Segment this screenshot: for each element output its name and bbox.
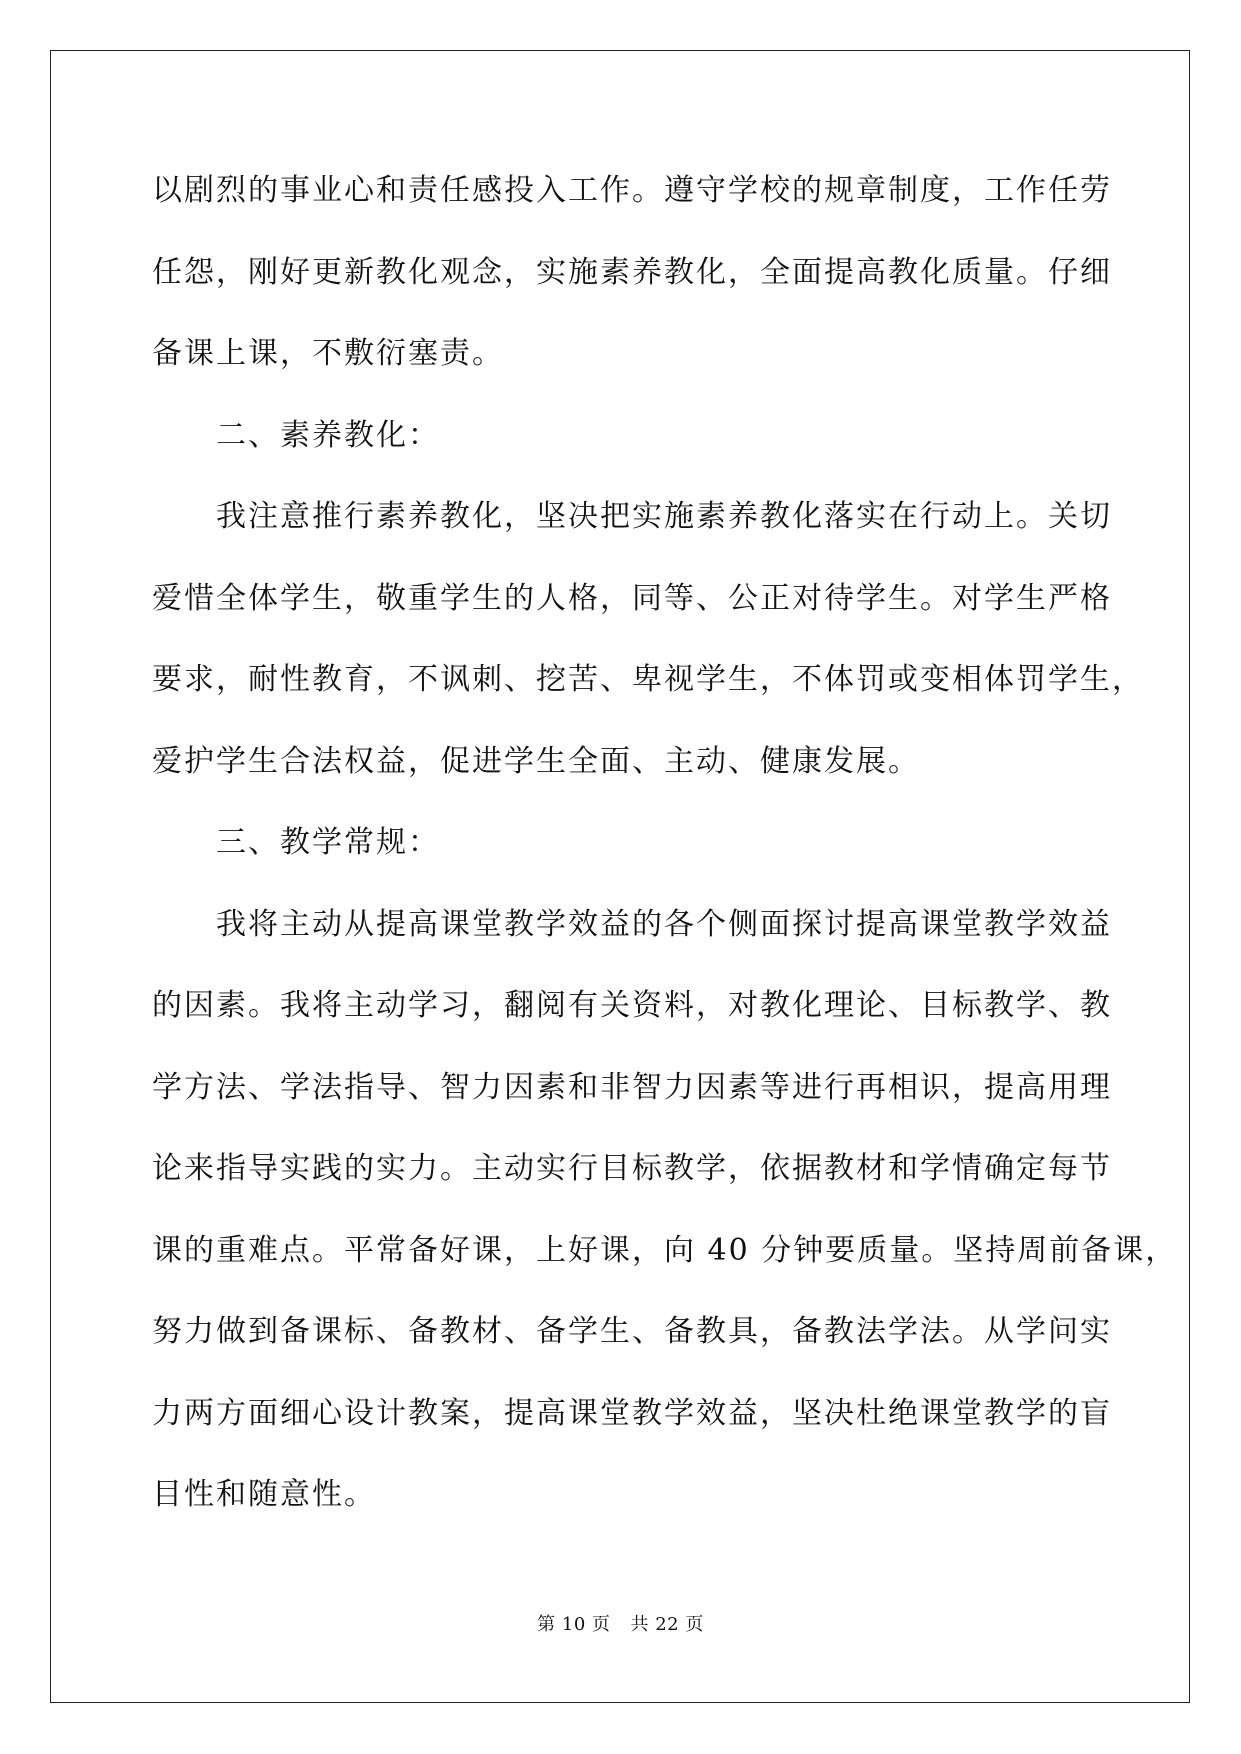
page-footer	[0, 1610, 1241, 1636]
paragraph-first-line: 我将主动从提高课堂教学效益的各个侧面探讨提高课堂教学效益	[216, 906, 1112, 942]
text-line: 努力做到备课标、备教材、备学生、备教具，备教法学法。从学问实	[152, 1314, 1112, 1349]
document-body	[152, 150, 1178, 1536]
text-line: 以剧烈的事业心和责任感投入工作。遵守学校的规章制度，工作任劳	[152, 173, 1112, 208]
section-heading: 三、教学常规：	[216, 825, 440, 860]
text-line: 备课上课，不敷衍塞责。	[152, 336, 504, 371]
text-line: 力两方面细心设计教案，提高课堂教学效益，坚决杜绝课堂教学的盲	[152, 1395, 1112, 1431]
text-line: 任怨，刚好更新教化观念，实施素养教化，全面提高教化质量。仔细	[152, 254, 1112, 290]
total-page-count: 共 22 页	[630, 1614, 704, 1635]
text-line: 爱惜全体学生，敬重学生的人格，同等、公正对待学生。对学生严格	[152, 580, 1112, 616]
text-line: 课的重难点。平常备好课，上好课，向 40 分钟要质量。坚持周前备课，	[152, 1232, 1178, 1268]
paragraph-first-line: 我注意推行素养教化，坚决把实施素养教化落实在行动上。关切	[216, 499, 1112, 534]
text-line: 论来指导实践的实力。主动实行目标教学，依据教材和学情确定每节	[152, 1151, 1112, 1186]
section-heading: 二、素养教化：	[216, 417, 440, 453]
text-line: 学方法、学法指导、智力因素和非智力因素等进行再相识，提高用理	[152, 1069, 1112, 1105]
text-line: 目性和随意性。	[152, 1477, 376, 1512]
current-page-number: 第 10 页	[537, 1614, 611, 1635]
text-line: 要求，耐性教育，不讽刺、挖苦、卑视学生，不体罚或变相体罚学生，	[152, 662, 1144, 697]
text-line: 的因素。我将主动学习，翻阅有关资料，对教化理论、目标教学、教	[152, 988, 1112, 1023]
text-line: 爱护学生合法权益，促进学生全面、主动、健康发展。	[152, 743, 920, 779]
